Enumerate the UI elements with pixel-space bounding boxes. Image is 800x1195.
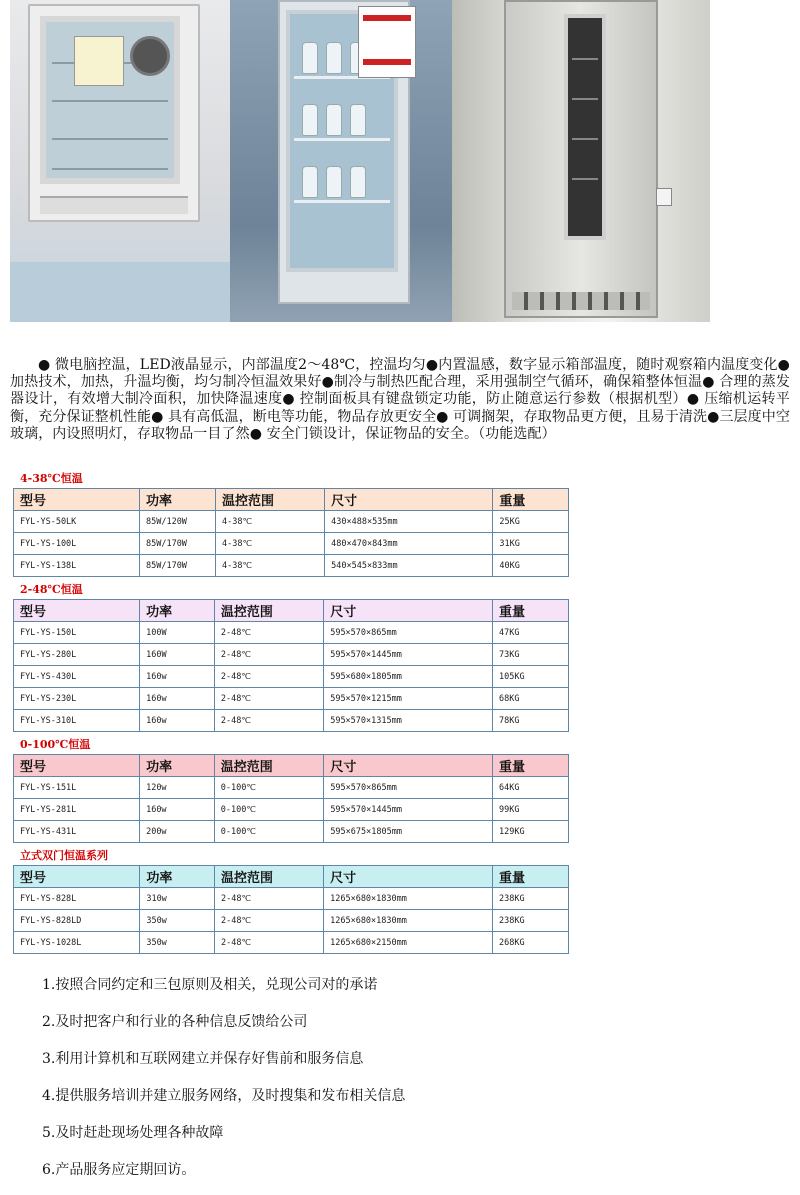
table-header-row: [14, 755, 569, 777]
service-item-2: 2.及时把客户和行业的各种信息反馈给公司: [42, 1014, 308, 1030]
cell-weight: 238KG: [493, 888, 569, 910]
cell-weight: 268KG: [493, 932, 569, 954]
col-header-power: 功率: [140, 866, 215, 888]
col-header-model: 型号: [14, 489, 140, 511]
cell-weight: 47KG: [492, 622, 568, 644]
cell-power: 85W/120W: [139, 511, 215, 533]
cell-power: 310w: [140, 888, 215, 910]
cell-power: 120w: [140, 777, 215, 799]
cell-temp-range: 0-100℃: [214, 821, 324, 843]
table-row: [14, 888, 569, 910]
col-header-size: 尺寸: [324, 755, 493, 777]
table-row: [14, 622, 569, 644]
cell-size: 595×570×1445mm: [324, 644, 493, 666]
cell-size: 595×570×865mm: [324, 777, 493, 799]
table-row: [14, 644, 569, 666]
table-row: [14, 799, 569, 821]
section-title-4-38: 4-38℃恒温: [20, 472, 83, 485]
cell-model: FYL-YS-230L: [14, 688, 140, 710]
col-header-weight: 重量: [493, 489, 569, 511]
cell-size: 1265×680×1830mm: [324, 910, 493, 932]
cell-temp-range: 2-48℃: [214, 644, 323, 666]
cell-weight: 238KG: [493, 910, 569, 932]
service-item-5: 5.及时赶赴现场处理各种故障: [42, 1125, 224, 1141]
col-header-size: 尺寸: [325, 489, 493, 511]
spec-table-4-38: [13, 488, 569, 577]
cell-temp-range: 2-48℃: [214, 622, 323, 644]
spec-table-0-100: [13, 754, 569, 843]
section-title-0-100: 0-100℃恒温: [20, 738, 91, 751]
cell-power: 160w: [140, 688, 215, 710]
cell-temp-range: 2-48℃: [214, 666, 323, 688]
cell-temp-range: 2-48℃: [214, 888, 323, 910]
cell-weight: 73KG: [492, 644, 568, 666]
spec-table-2-48: [13, 599, 569, 732]
table-row: [14, 932, 569, 954]
photo-stainless-tall-cabinet: [452, 0, 710, 322]
cell-power: 85W/170W: [139, 533, 215, 555]
cell-size: 595×570×1445mm: [324, 799, 493, 821]
col-header-weight: 重量: [493, 866, 569, 888]
cell-power: 350w: [140, 932, 215, 954]
col-header-model: 型号: [14, 600, 140, 622]
cell-temp-range: 2-48℃: [214, 932, 323, 954]
service-item-4: 4.提供服务培训并建立服务网络，及时搜集和发布相关信息: [42, 1088, 406, 1104]
cell-size: 595×680×1805mm: [324, 666, 493, 688]
col-header-size: 尺寸: [324, 600, 493, 622]
table-row: [14, 533, 569, 555]
table-row: [14, 511, 569, 533]
table-row: [14, 710, 569, 732]
cell-temp-range: 0-100℃: [214, 799, 324, 821]
cell-weight: 68KG: [492, 688, 568, 710]
table-row: [14, 688, 569, 710]
cell-weight: 129KG: [493, 821, 569, 843]
col-header-model: 型号: [14, 866, 140, 888]
cell-weight: 99KG: [493, 799, 569, 821]
cell-weight: 31KG: [493, 533, 569, 555]
cell-power: 85W/170W: [139, 555, 215, 577]
cell-model: FYL-YS-280L: [14, 644, 140, 666]
cell-size: 540×545×833mm: [325, 555, 493, 577]
col-header-size: 尺寸: [324, 866, 493, 888]
cell-temp-range: 2-48℃: [214, 688, 323, 710]
cell-temp-range: 4-38℃: [215, 555, 324, 577]
cell-size: 595×570×1215mm: [324, 688, 493, 710]
col-header-temp-range: 温控范围: [214, 866, 323, 888]
cell-power: 350w: [140, 910, 215, 932]
cell-model: FYL-YS-431L: [14, 821, 140, 843]
service-item-1: 1.按照合同约定和三包原则及相关，兑现公司对的承诺: [42, 977, 378, 993]
photo-glass-door-cabinet: [230, 0, 452, 322]
table-row: [14, 555, 569, 577]
cell-model: FYL-YS-310L: [14, 710, 140, 732]
table-row: [14, 777, 569, 799]
table-row: [14, 910, 569, 932]
cell-model: FYL-YS-1028L: [14, 932, 140, 954]
cell-weight: 40KG: [493, 555, 569, 577]
cell-weight: 78KG: [492, 710, 568, 732]
table-row: [14, 821, 569, 843]
cell-temp-range: 4-38℃: [215, 533, 324, 555]
cell-model: FYL-YS-138L: [14, 555, 140, 577]
spec-table-double-door: [13, 865, 569, 954]
cell-temp-range: 2-48℃: [214, 710, 323, 732]
cell-model: FYL-YS-150L: [14, 622, 140, 644]
col-header-power: 功率: [140, 755, 215, 777]
section-title-double-door: 立式双门恒温系列: [20, 849, 108, 862]
cell-power: 160w: [140, 799, 215, 821]
photo-undercounter-incubator: [10, 0, 230, 322]
table-header-row: [14, 600, 569, 622]
col-header-weight: 重量: [492, 600, 568, 622]
cell-size: 595×675×1805mm: [324, 821, 493, 843]
cell-weight: 25KG: [493, 511, 569, 533]
cell-size: 480×470×843mm: [325, 533, 493, 555]
col-header-weight: 重量: [493, 755, 569, 777]
cell-model: FYL-YS-151L: [14, 777, 140, 799]
cell-model: FYL-YS-430L: [14, 666, 140, 688]
cell-size: 595×570×865mm: [324, 622, 493, 644]
cell-power: 200w: [140, 821, 215, 843]
cell-size: 595×570×1315mm: [324, 710, 493, 732]
cell-power: 160w: [140, 710, 215, 732]
cell-model: FYL-YS-828LD: [14, 910, 140, 932]
cell-size: 1265×680×2150mm: [324, 932, 493, 954]
col-header-temp-range: 温控范围: [215, 489, 324, 511]
service-item-6: 6.产品服务应定期回访。: [42, 1162, 196, 1178]
cell-model: FYL-YS-100L: [14, 533, 140, 555]
cell-model: FYL-YS-50LK: [14, 511, 140, 533]
cell-temp-range: 4-38℃: [215, 511, 324, 533]
table-row: [14, 666, 569, 688]
cell-weight: 64KG: [493, 777, 569, 799]
cell-power: 160W: [140, 644, 215, 666]
cell-size: 1265×680×1830mm: [324, 888, 493, 910]
col-header-temp-range: 温控范围: [214, 600, 323, 622]
col-header-power: 功率: [140, 600, 215, 622]
section-title-2-48: 2-48℃恒温: [20, 583, 83, 596]
cell-temp-range: 0-100℃: [214, 777, 324, 799]
cell-model: FYL-YS-281L: [14, 799, 140, 821]
col-header-power: 功率: [139, 489, 215, 511]
cell-power: 160w: [140, 666, 215, 688]
table-header-row: [14, 866, 569, 888]
cell-weight: 105KG: [492, 666, 568, 688]
col-header-model: 型号: [14, 755, 140, 777]
cell-size: 430×488×535mm: [325, 511, 493, 533]
cell-model: FYL-YS-828L: [14, 888, 140, 910]
cell-power: 100W: [140, 622, 215, 644]
feature-description: ● 微电脑控温，LED液晶显示，内部温度2～48℃，控温均匀●内置温感，数字显示箱部温度，随时观察箱内温度变化●加热技术，加热，升温均衡，均匀制冷恒温效果好●制冷与制热匹配合理，采用强制空气循环，确保箱整体恒温● 合理的蒸发器设计，有效增大制冷面积，加快降温速度● 控制面板具有键盘锁定功能，防止随意运行参数（根据机型）● 压缩机运转平衡，充分保证整机性能● 具有高低温，断电等功能，物品存放更安全● 可调搁架，存取物品更方便，且易于清洗●三层度中空玻璃，内设照明灯，存取物品一目了然● 安全门锁设计，保证物品的安全。（功能选配）: [10, 357, 790, 442]
cell-temp-range: 2-48℃: [214, 910, 323, 932]
product-photo-strip: [10, 0, 710, 322]
table-header-row: [14, 489, 569, 511]
service-item-3: 3.利用计算机和互联网建立并保存好售前和服务信息: [42, 1051, 364, 1067]
col-header-temp-range: 温控范围: [214, 755, 324, 777]
